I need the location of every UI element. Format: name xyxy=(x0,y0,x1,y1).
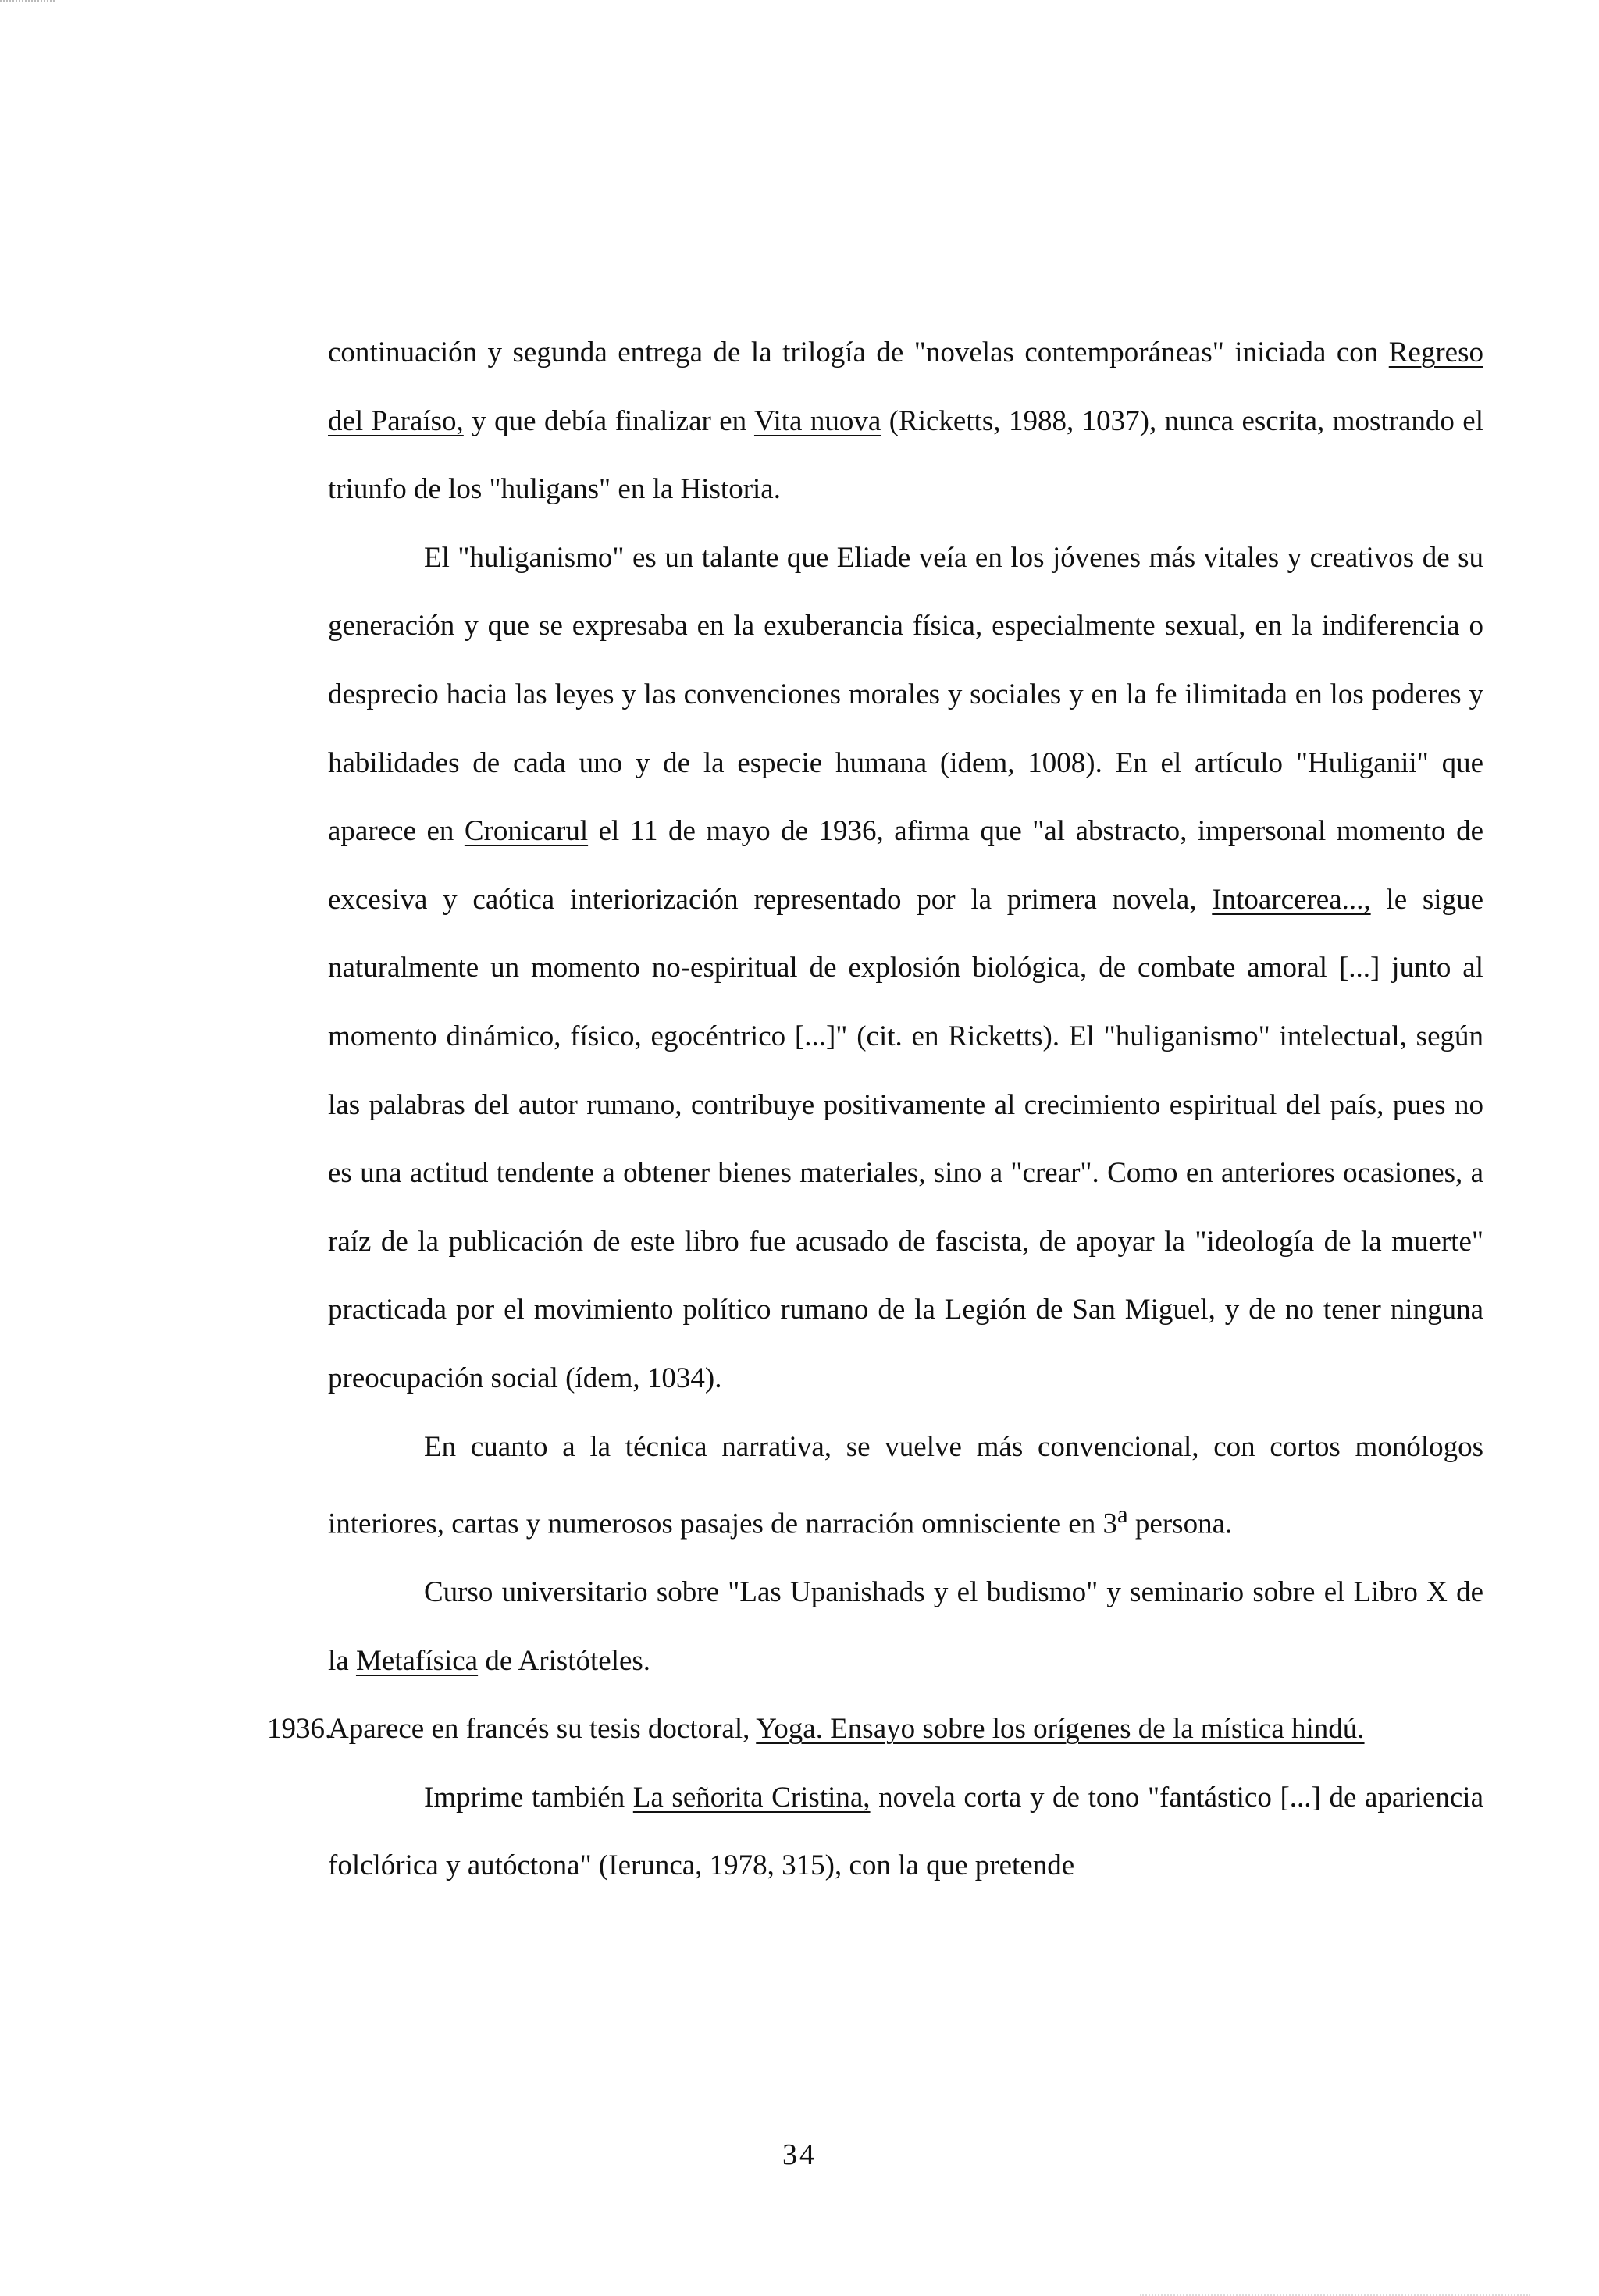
paragraph: continuación y segunda entrega de la trilogía de "novelas contemporáneas" iniciada con Regreso del Paraíso, y que debía finalizar en Vita nuova (Ricketts, 1988, 1037), nunca escrita, mostrando el triunfo de los "huligans" en la Historia. xyxy=(328,336,1484,506)
entry-year: 1936. xyxy=(267,1713,333,1746)
year-entry: 1936. Aparece en francés su tesis doctoral, Yoga. Ensayo sobre los orígenes de la mística hindú. xyxy=(328,1695,1483,1764)
paragraph: Imprime también La señorita Cristina, novela corta y de tono "fantástico [...] de apariencia folclórica y autóctona" (Ierunca, 1978, 315), con la que pretende xyxy=(328,1781,1483,1882)
page-number: 34 xyxy=(782,2138,817,2171)
scan-artifact-bottom xyxy=(1140,2291,1530,2296)
paragraph: El "huliganismo" es un talante que Eliade veía en los jóvenes más vitales y creativos de su generación y que se expresaba en la exuberancia física, especialmente sexual, en la indiferencia o desprecio hacia las leyes y las convenciones morales y sociales y en la fe ilimitada en los poderes y habilidades de cada uno y de la especie humana (idem, 1008). En el artículo "Huliganii" que aparece en Cronicarul el 11 de mayo de 1936, afirma que "al abstracto, impersonal momento de excesiva y caótica interiorización representado por la primera novela, Intoarcerea..., le sigue naturalmente un momento no-espiritual de explosión biológica, de combate amoral [...] junto al momento dinámico, físico, egocéntrico [...]" (cit. en Ricketts). El "huliganismo" intelectual, según las palabras del autor rumano, contribuye positivamente al crecimiento espiritual del país, pues no es una actitud tendente a obtener bienes materiales, sino a "crear". Como en anteriores ocasiones, a raíz de la publicación de este libro fue acusado de fascista, de apoyar la "ideología de la muerte" practicada por el movimiento político rumano de la Legión de San Miguel, y de no tener ninguna preocupación social (ídem, 1034). xyxy=(328,541,1483,1394)
body-text xyxy=(267,319,1484,1900)
scan-artifact-top xyxy=(0,0,55,6)
paragraph: Curso universitario sobre "Las Upanishads y el budismo" y seminario sobre el Libro X de la Metafísica de Aristóteles. xyxy=(328,1576,1483,1677)
paragraph: En cuanto a la técnica narrativa, se vuelve más convencional, con cortos monólogos interiores, cartas y numerosos pasajes de narración omnisciente en 3$^a$ persona. xyxy=(328,1430,1483,1540)
